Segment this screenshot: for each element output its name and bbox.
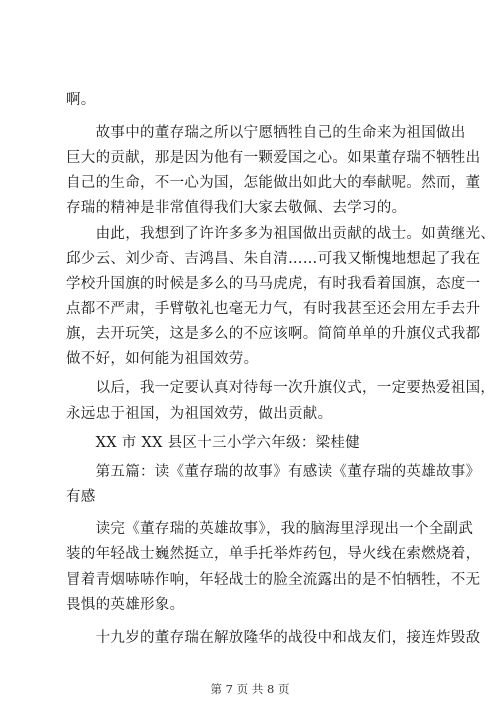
text-line: 有感 [66,489,96,505]
text-line: XX 市 XX 县区十三小学六年级：梁桂健 [66,435,361,451]
text-line: 读完《董存瑞的英雄故事》，我的脑海里浮现出一个全副武 [66,521,474,537]
text-line: 邱少云、刘少奇、吉鸿昌、朱自清……可我又惭愧地想起了我在 [66,251,481,267]
text-line: 以后，我一定要认真对待每一次升旗仪式，一定要热爱祖国， [66,380,496,396]
text-line: 学校升国旗的时候是多么的马马虎虎，有时我看着国旗，态度一 [66,276,481,292]
text-line: 故事中的董存瑞之所以宁愿牺牲自己的生命来为祖国做出 [66,125,466,141]
text-line: 做不好，如何能为祖国效劳。 [66,351,259,367]
text-line: 旗，去开玩笑，这是多么的不应该啊。简简单单的升旗仪式我都 [66,326,481,342]
text-line: 点都不严肃，手臂敬礼也毫无力气，有时我甚至还会用左手去升 [66,301,481,317]
text-line: 十九岁的董存瑞在解放隆华的战役中和战友们，接连炸毁敌 [66,630,481,646]
text-line: 畏惧的英雄形象。 [66,597,185,613]
text-line: 永远忠于祖国，为祖国效劳，做出贡献。 [66,406,333,422]
text-line: 冒着青烟哧哧作响，年轻战士的脸全流露出的是不怕牺牲，不无 [66,572,481,588]
text-line: 由此，我想到了许许多多为祖国做出贡献的战士。如黄继光、 [66,226,496,242]
text-line: 自己的生命，不一心为国，怎能做出如此大的奉献呢。然而，董 [66,175,481,191]
text-line: 第五篇：读《董存瑞的故事》有感读《董存瑞的英雄故事》 [66,464,481,480]
text-line: 存瑞的精神是非常值得我们大家去敬佩、去学习的。 [66,200,407,216]
page-number-footer: 第 7 页 共 8 页 [210,682,290,696]
text-line: 巨大的贡献，那是因为他有一颗爱国之心。如果董存瑞不牺牲出 [66,150,481,166]
text-line: 装的年轻战士巍然挺立，单手托举炸药包，导火线在索燃烧着， [66,546,481,562]
text-line: 啊。 [66,92,96,108]
